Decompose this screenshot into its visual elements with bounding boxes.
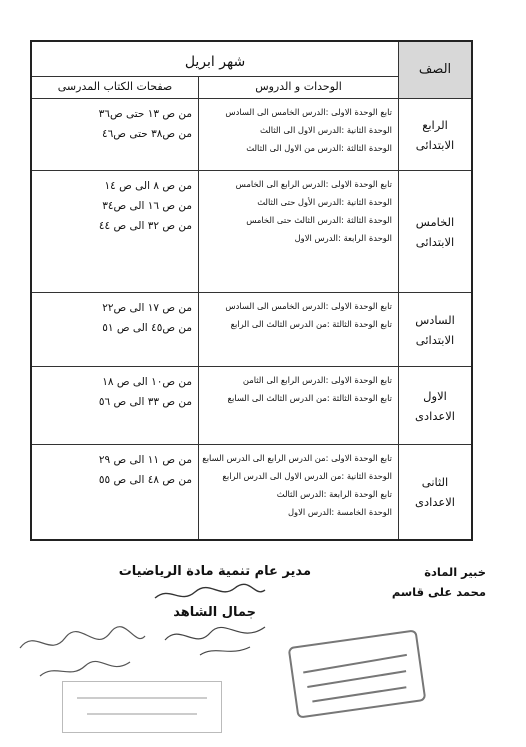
unit-lesson-line: تابع الوحدة الثالثة :من الدرس الثالث الى الرابع <box>230 319 392 329</box>
page-range-line: من ص٣٨ حتى ص٤٦ <box>102 128 192 140</box>
pages-header: صفحات الكتاب المدرسى <box>57 79 173 93</box>
handwritten-note-left <box>10 618 150 683</box>
pages-cell <box>32 367 198 444</box>
page-range-line: من ص ٣٢ الى ص ٤٤ <box>98 220 192 232</box>
grade-cell <box>398 445 471 539</box>
director-name: جمال الشاهد <box>173 605 256 620</box>
unit-lesson-line: الوحدة الثانية :الدرس الأول حتى الثالث <box>257 197 392 207</box>
grade-line: السادس <box>415 312 455 327</box>
table-row <box>32 170 471 292</box>
director-signature <box>150 580 270 608</box>
unit-lesson-line: الوحدة الرابعة :الدرس الاول <box>294 233 392 243</box>
page-range-line: من ص ١١ الى ص ٢٩ <box>98 454 192 466</box>
header-right <box>32 42 398 98</box>
units-header: الوحدات و الدروس <box>198 77 398 99</box>
unit-lesson-line: تابع الوحدة الرابعة :الدرس الثالث <box>276 489 392 499</box>
grade-cell <box>398 99 471 170</box>
unit-lesson-line: تابع الوحدة الاولى :الدرس الخامس الى السادس <box>225 301 392 311</box>
grade-line: الابتدائى <box>415 234 455 249</box>
unit-lesson-line: تابع الوحدة الاولى :الدرس الرابع الى الثامن <box>242 375 392 385</box>
official-stamp <box>288 629 427 718</box>
units-cell <box>198 445 398 539</box>
unit-lesson-line: الوحدة الثالثة :الدرس من الاول الى الثالث <box>246 143 392 153</box>
page-range-line: من ص٤٥ الى ص ٥١ <box>102 322 192 334</box>
units-cell <box>198 293 398 366</box>
unit-lesson-line: الوحدة الثانية :من الدرس الاول الى الدرس الرابع <box>222 471 392 481</box>
pages-cell <box>32 171 198 292</box>
pages-cell <box>32 445 198 539</box>
unit-lesson-line: الوحدة الخامسة :الدرس الاول <box>287 507 392 517</box>
grade-line: الخامس <box>415 214 455 229</box>
month-title: شهر ابريل <box>184 54 246 70</box>
unit-lesson-line: تابع الوحدة الثالثة :من الدرس الثالث الى السابع <box>227 393 392 403</box>
grade-cell <box>398 367 471 444</box>
column-headers <box>32 76 398 99</box>
pages-cell <box>32 293 198 366</box>
units-cell <box>198 171 398 292</box>
page-range-line: من ص ١٧ الى ص٢٢ <box>102 302 192 314</box>
grade-cell <box>398 293 471 366</box>
grade-line: الابتدائى <box>415 137 455 152</box>
unit-lesson-line: الوحدة الثانية :الدرس الاول الى الثالث <box>260 125 392 135</box>
units-cell <box>198 367 398 444</box>
table-body <box>32 98 471 539</box>
page-range-line: من ص ١٣ حتى ص٣٦ <box>98 108 192 120</box>
unit-lesson-line: الوحدة الثالثة :الدرس الثالث حتى الخامس <box>246 215 392 225</box>
table-row <box>32 366 471 444</box>
grade-line: الابتدائى <box>415 332 455 347</box>
unit-lesson-line: تابع الوحدة الاولى :من الدرس الرابع الى الدرس السابع <box>202 453 392 463</box>
table-row <box>32 444 471 539</box>
unit-lesson-line: تابع الوحدة الاولى :الدرس الرابع الى الخامس <box>235 179 392 189</box>
grade-line: الثانى <box>421 475 449 489</box>
page-range-line: من ص ٤٨ الى ص ٥٥ <box>98 474 192 486</box>
table-header-row <box>32 42 471 98</box>
director-title: مدير عام تنمية مادة الرياضيات <box>118 564 311 579</box>
grade-line: الرابع <box>422 117 448 132</box>
curriculum-table <box>30 40 473 541</box>
pages-cell <box>32 99 198 170</box>
table-row <box>32 292 471 366</box>
signature-area <box>0 563 526 747</box>
handwritten-note-center <box>160 615 270 660</box>
page-range-line: من ص ١٦ الى ص٣٤ <box>102 200 192 212</box>
grade-header: الصف <box>398 42 471 98</box>
page-range-line: من ص ٣٣ الى ص ٥٦ <box>98 396 192 408</box>
page-range-line: من ص ٨ الى ص ١٤ <box>104 180 192 192</box>
table-row <box>32 98 471 170</box>
faded-stamp <box>62 681 222 733</box>
units-cell <box>198 99 398 170</box>
expert-title: خبير المادة <box>424 565 486 579</box>
unit-lesson-line: تابع الوحدة الاولى :الدرس الخامس الى السادس <box>225 107 392 117</box>
grade-line: الاعدادى <box>415 495 455 509</box>
grade-cell <box>398 171 471 292</box>
grade-line: الاول <box>423 388 447 403</box>
page-range-line: من ص١٠ الى ص ١٨ <box>102 376 192 388</box>
expert-name: محمد على قاسم <box>391 585 486 599</box>
grade-line: الاعدادى <box>415 408 455 423</box>
